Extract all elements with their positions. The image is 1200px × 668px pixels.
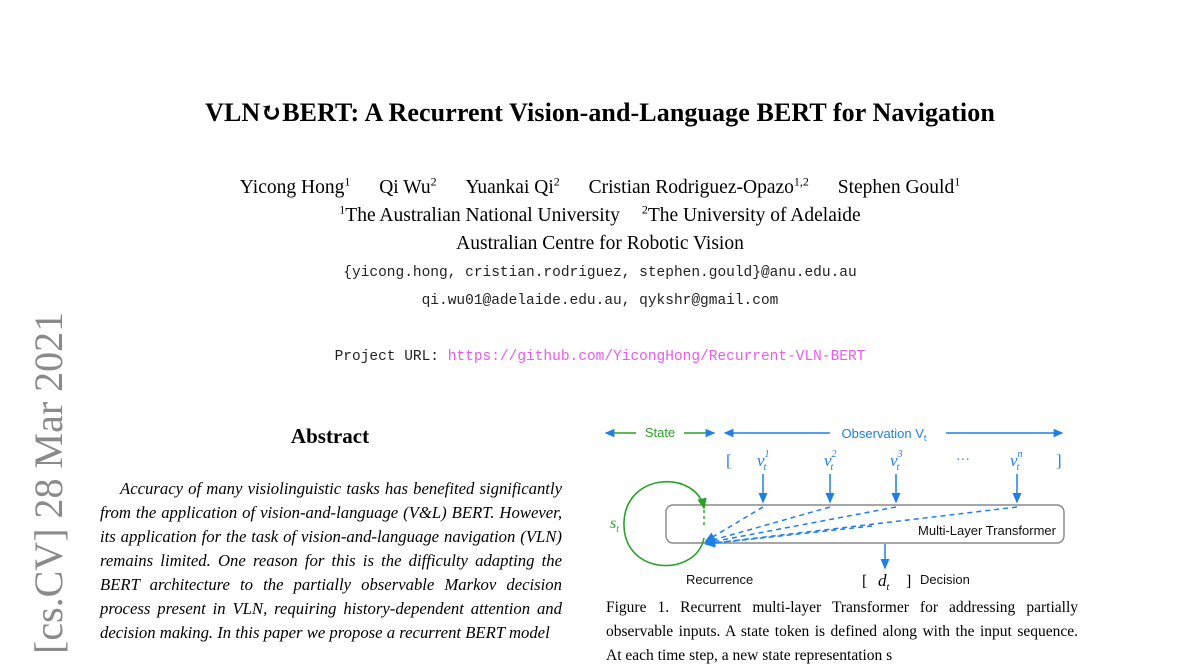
recurrence-label: Recurrence: [686, 572, 754, 587]
token-ellipsis: ···: [956, 453, 970, 468]
author-4: Cristian Rodriguez-Opazo$^{1,2}$: [588, 174, 809, 198]
open-bracket: [: [726, 451, 732, 470]
figure-1-caption: Figure 1. Recurrent multi-layer Transformer for addressing partially observable inputs. A state token is defined along with the input sequence. At each time step, a new state representation s: [606, 599, 1078, 664]
observation-label: Observation $V_t$: [841, 426, 927, 443]
decision-label: Decision: [920, 572, 970, 587]
abstract-heading: Abstract: [290, 424, 370, 448]
author-2: Qi Wu$^2$: [379, 174, 437, 198]
abstract-body: Accuracy of many visiolinguistic tasks has benefited significantly from the application of vision-and-language (V&L) BERT. However, its application for the task of vision-and-language navigation (VLN) remains limited. One reason for this is the difficulty adapting the BERT architecture to the partially observable Markov decision process present in VLN, requiring history-dependent attention and decision making. In this paper we propose a recurrent BERT model: [100, 479, 562, 642]
state-label: State: [644, 425, 676, 440]
state-symbol: $s_t$: [610, 515, 620, 535]
email-line-1: {yicong.hong, cristian.rodriguez, stephen.gould}@anu.edu.au: [343, 265, 857, 281]
token-3: $v^3$ t: [890, 449, 903, 473]
affiliations-line: $^1$The Australian National University $^2$The University of Adelaide: [339, 202, 861, 226]
svg-text:]: ]: [906, 573, 912, 590]
arxiv-stamp: [cs.CV] 28 Mar 2021: [26, 311, 71, 654]
affiliation-acrv: Australian Centre for Robotic Vision: [456, 233, 744, 254]
token-row: [757, 449, 1023, 473]
token-1: $v^1$ t: [757, 449, 770, 473]
author-list: [0, 174, 1200, 199]
project-url-label: Project URL:: [334, 349, 440, 365]
figure-1-diagram: [592, 410, 1082, 600]
decision-symbol: $d_t$: [878, 571, 890, 593]
decision-bracket: [: [862, 573, 868, 590]
project-url-link[interactable]: https://github.com/YicongHong/Recurrent-VLN-BERT: [447, 349, 866, 365]
token-n: $v^n$ t: [1010, 449, 1023, 473]
affiliation-anu: The Australian National University: [345, 205, 620, 226]
token-2: $v^2$ t: [824, 449, 837, 473]
close-bracket: ]: [1056, 451, 1062, 470]
author-5: Stephen Gould$^1$: [837, 174, 961, 198]
transformer-label: Multi-Layer Transformer: [918, 523, 1056, 538]
project-url-line: [0, 349, 1200, 365]
email-line-2: qi.wu01@adelaide.edu.au, qykshr@gmail.com: [421, 293, 779, 309]
affiliation-adelaide: The University of Adelaide: [647, 205, 861, 226]
author-1: Yicong Hong$^1$: [239, 174, 351, 198]
author-3: Yuankai Qi$^2$: [465, 174, 560, 198]
paper-title: VLN↻BERT: A Recurrent Vision-and-Language BERT for Navigation: [205, 98, 995, 127]
